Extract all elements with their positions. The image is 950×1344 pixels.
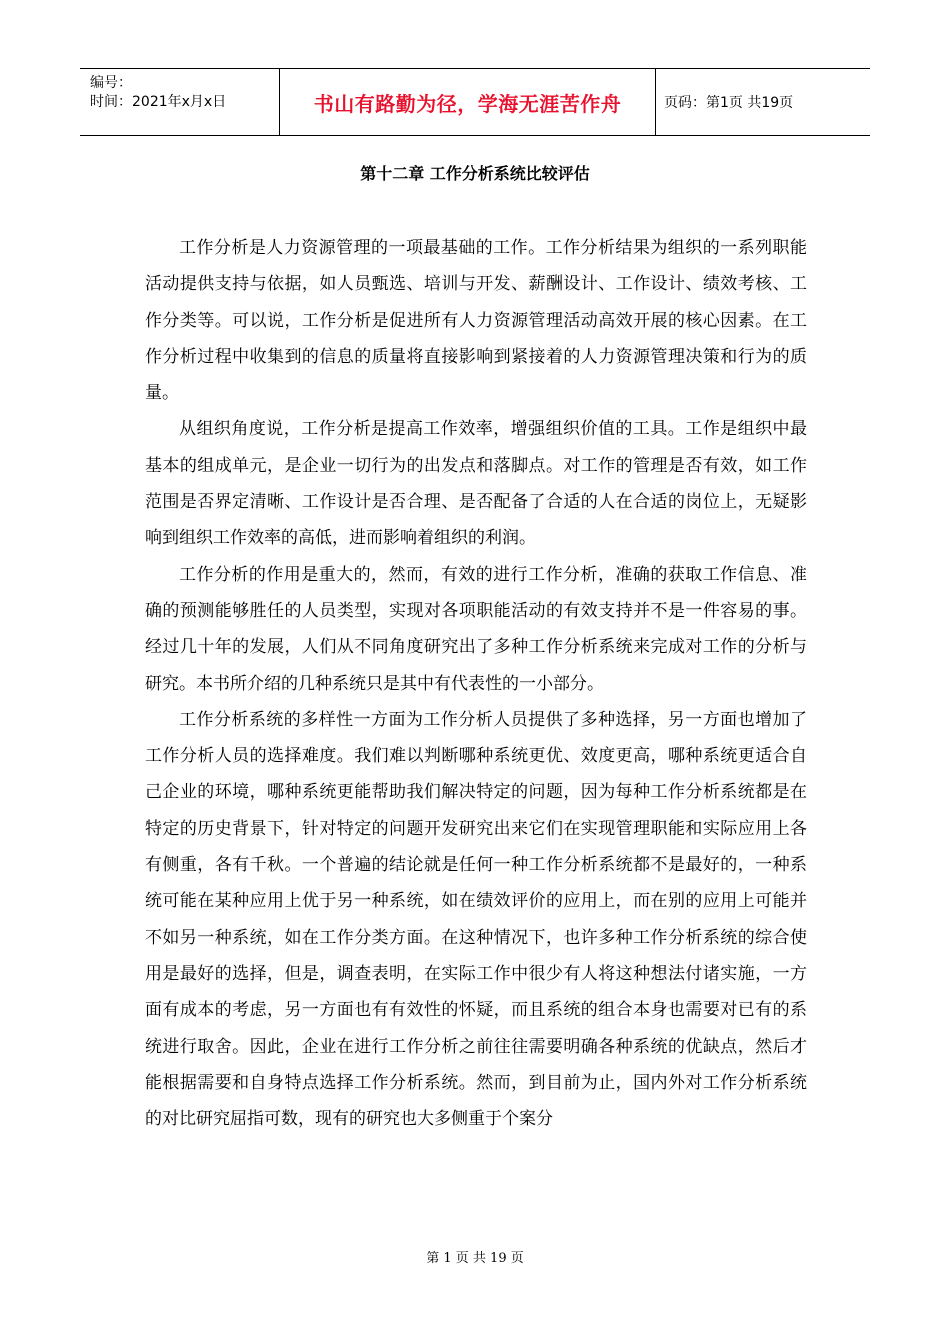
document-time-label: 时间：2021年x月x日 xyxy=(90,94,227,110)
body-paragraph: 工作分析是人力资源管理的一项最基础的工作。工作分析结果为组织的一系列职能活动提供支持与依据，如人员甄选、培训与开发、薪酬设计、工作设计、绩效考核、工作分类等。可以说，工作分析是促进所有人力资源管理活动高效开展的核心因素。在工作分析过程中收集到的信息的质量将直接影响到紧接着的人力资源管理决策和行为的质量。 xyxy=(145,238,807,404)
document-body xyxy=(145,230,807,1137)
body-paragraph: 从组织角度说，工作分析是提高工作效率，增强组织价值的工具。工作是组织中最基本的组成单元，是企业一切行为的出发点和落脚点。对工作的管理是否有效，如工作范围是否界定清晰、工作设计是否合理、是否配备了合适的人在合适的岗位上，无疑影响到组织工作效率的高低，进而影响着组织的利润。 xyxy=(145,419,807,549)
body-paragraph: 工作分析系统的多样性一方面为工作分析人员提供了多种选择，另一方面也增加了工作分析人员的选择难度。我们难以判断哪种系统更优、效度更高，哪种系统更适合自己企业的环境，哪种系统更能帮助我们解决特定的问题，因为每种工作分析系统都是在特定的历史背景下，针对特定的问题开发研究出来它们在实现管理职能和实际应用上各有侧重，各有千秋。一个普遍的结论就是任何一种工作分析系统都不是最好的，一种系统可能在某种应用上优于另一种系统，如在绩效评价的应用上，而在别的应用上可能并不如另一种系统，如在工作分类方面。在这种情况下，也许多种工作分析系统的综合使用是最好的选择，但是，调查表明，在实际工作中很少有人将这种想法付诸实施，一方面有成本的考虑，另一方面也有有效性的怀疑，而且系统的组合本身也需要对已有的系统进行取舍。因此，企业在进行工作分析之前往往需要明确各种系统的优缺点，然后才能根据需要和自身特点选择工作分析系统。然而，到目前为止，国内外对工作分析系统的对比研究屈指可数，现有的研究也大多侧重于个案分 xyxy=(145,709,807,1130)
header-motto-cell xyxy=(280,69,656,135)
page-footer: 第 1 页 共 19 页 xyxy=(426,1251,524,1266)
body-paragraph: 工作分析的作用是重大的，然而，有效的进行工作分析，准确的获取工作信息、准确的预测能够胜任的人员类型，实现对各项职能活动的有效支持并不是一件容易的事。经过几十年的发展，人们从不同角度研究出了多种工作分析系统来完成对工作的分析与研究。本书所介绍的几种系统只是其中有代表性的一小部分。 xyxy=(145,564,807,694)
chapter-title: 第十二章 工作分析系统比较评估 xyxy=(360,164,590,183)
header-motto: 书山有路勤为径，学海无涯苦作舟 xyxy=(313,91,622,116)
header-page-code: 页码：第1页 共19页 xyxy=(664,95,794,111)
document-header xyxy=(80,68,870,136)
header-meta-cell xyxy=(80,69,280,135)
header-page-cell xyxy=(656,69,870,135)
document-number-label: 编号： xyxy=(90,75,132,91)
